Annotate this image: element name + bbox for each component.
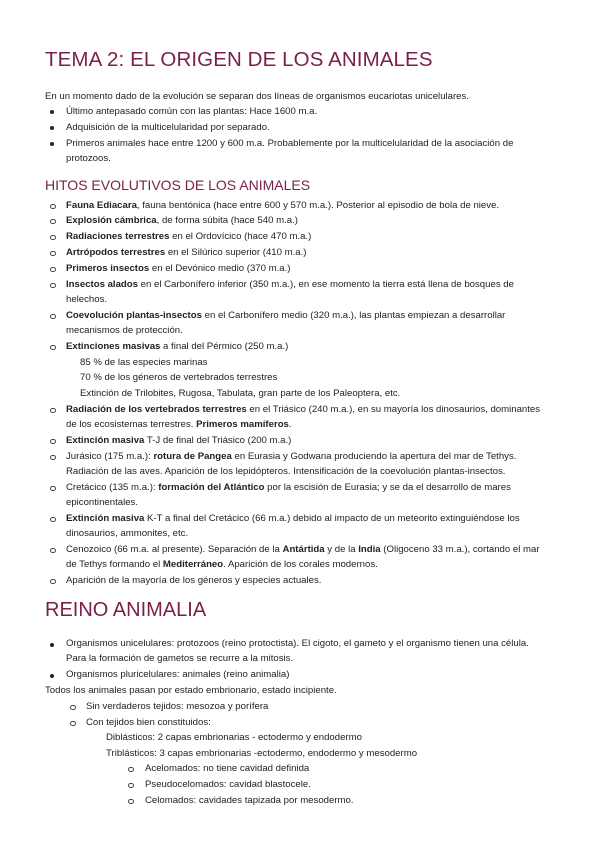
hito-item: Artrópodos terrestres en el Silúrico superior (410 m.a.) <box>66 247 307 258</box>
triblastic-line: Triblásticos: 3 capas embrionarias -ectodermo, endodermo y mesodermo <box>106 748 418 759</box>
circle-bullet <box>128 778 134 793</box>
intro-item-continuation: protozoos. <box>66 153 111 164</box>
reino-item: Organismos unicelulares: protozoos (reino protoctista). El cigoto, el gameto y el organismo tienen una célula. <box>66 638 529 649</box>
hito-item: Radiaciones terrestres en el Ordovícico (hace 470 m.a.) <box>66 231 312 242</box>
circle-bullet <box>50 340 56 355</box>
hito-item-continuation: dinosaurios, ammonites, etc. <box>66 528 189 539</box>
extinction-detail: 70 % de los géneros de vertebrados terrestres <box>80 372 278 383</box>
circle-bullet <box>50 230 56 245</box>
extinction-detail: 85 % de las especies marinas <box>80 357 208 368</box>
circle-bullet <box>128 794 134 809</box>
circle-bullet <box>50 214 56 229</box>
hito-item: Fauna Ediacara, fauna bentónica (hace entre 600 y 570 m.a.). Posterior al episodio de bola de nieve. <box>66 200 500 211</box>
circle-bullet <box>70 700 76 715</box>
reino-statement: Todos los animales pasan por estado embrionario, estado incipiente. <box>45 685 337 696</box>
intro-paragraph: En un momento dado de la evolución se separan dos líneas de organismos eucariotas unicelulares. <box>45 91 469 102</box>
hito-item: Extinciones masivas a final del Pérmico (250 m.a.) <box>66 341 289 352</box>
hito-item-continuation: mecanismos de protección. <box>66 325 183 336</box>
extinction-detail: Extinción de Trilobites, Rugosa, Tabulata, gran parte de los Paleoptera, etc. <box>80 388 401 399</box>
intro-item: Adquisición de la multicelularidad por separado. <box>66 122 270 133</box>
hito-item: Explosión cámbrica, de forma súbita (hace 540 m.a.) <box>66 215 298 226</box>
hito-item-continuation: epicontinentales. <box>66 497 139 508</box>
hito-item: Cretácico (135 m.a.): formación del Atlántico por la escisión de Eurasia; y se da el desarrollo de mares <box>66 482 511 493</box>
circle-bullet <box>50 246 56 261</box>
circle-bullet <box>50 434 56 449</box>
circle-bullet <box>70 716 76 731</box>
bullet-dot <box>50 120 54 135</box>
hito-item-continuation: de Tethys formando el Mediterráneo. Aparición de los corales modernos. <box>66 559 378 570</box>
tissue-item: Sin verdaderos tejidos: mesozoa y porífera <box>86 701 269 712</box>
circle-bullet <box>50 403 56 418</box>
hito-item: Radiación de los vertebrados terrestres en el Triásico (240 m.a.), en su mayoría los dinosaurios, dominantes <box>66 404 541 415</box>
celom-item: Celomados: cavidades tapizada por mesodermo. <box>145 795 354 806</box>
circle-bullet <box>50 543 56 558</box>
reino-item-continuation: Para la formación de gametos se recurre a la mitosis. <box>66 653 294 664</box>
hito-item: Insectos alados en el Carbonífero inferior (350 m.a.), en ese momento la tierra está llena de bosques de <box>66 279 514 290</box>
circle-bullet <box>128 762 134 777</box>
page-title: TEMA 2: EL ORIGEN DE LOS ANIMALES <box>45 48 433 71</box>
celom-item: Acelomados: no tiene cavidad definida <box>145 763 310 774</box>
bullet-dot <box>50 136 54 151</box>
hito-item: Jurásico (175 m.a.): rotura de Pangea en Eurasia y Godwana produciendo la apertura del mar de Tethys. <box>66 451 517 462</box>
circle-bullet <box>50 309 56 324</box>
reino-item: Organismos pluricelulares: animales (reino animalia) <box>66 669 290 680</box>
section-heading-hitos: HITOS EVOLUTIVOS DE LOS ANIMALES <box>45 177 311 193</box>
circle-bullet <box>50 262 56 277</box>
intro-item: Último antepasado común con las plantas: Hace 1600 m.a. <box>66 106 318 117</box>
bullet-dot <box>50 104 54 119</box>
hito-item: Cenozoico (66 m.a. al presente). Separación de la Antártida y de la India (Oligoceno 33 m.a.), cortando el mar <box>66 544 540 555</box>
hito-item: Extinción masiva K-T a final del Cretácico (66 m.a.) debido al impacto de un meteorito extinguiéndose los <box>66 513 520 524</box>
intro-item: Primeros animales hace entre 1200 y 600 m.a. Probablemente por la multicelularidad de la asociación de <box>66 138 514 149</box>
hito-item: Primeros insectos en el Devónico medio (370 m.a.) <box>66 263 291 274</box>
section-heading-reino: REINO ANIMALIA <box>45 599 207 621</box>
hito-item: Coevolución plantas-insectos en el Carbonífero medio (320 m.a.), las plantas empiezan a desarrollar <box>66 310 506 321</box>
diblastic-line: Diblásticos: 2 capas embrionarias - ectodermo y endodermo <box>106 732 362 743</box>
hito-item: Extinción masiva T-J de final del Triásico (200 m.a.) <box>66 435 292 446</box>
bullet-dot <box>50 637 54 652</box>
circle-bullet <box>50 278 56 293</box>
hito-item: Aparición de la mayoría de los géneros y especies actuales. <box>66 575 322 586</box>
hito-item-continuation: Radiación de las aves. Aparición de los lepidópteros. Intensificación de la coevolución plantas-insectos. <box>66 466 506 477</box>
circle-bullet <box>50 574 56 589</box>
hito-item-continuation: helechos. <box>66 294 108 305</box>
circle-bullet <box>50 512 56 527</box>
circle-bullet <box>50 481 56 496</box>
tissue-item: Con tejidos bien constituidos: <box>86 717 211 728</box>
hito-item-continuation: de los ecosistemas terrestres. Primeros mamíferos. <box>66 419 292 430</box>
circle-bullet <box>50 450 56 465</box>
bullet-dot <box>50 668 54 683</box>
celom-item: Pseudocelomados: cavidad blastocele. <box>145 779 311 790</box>
circle-bullet <box>50 199 56 214</box>
